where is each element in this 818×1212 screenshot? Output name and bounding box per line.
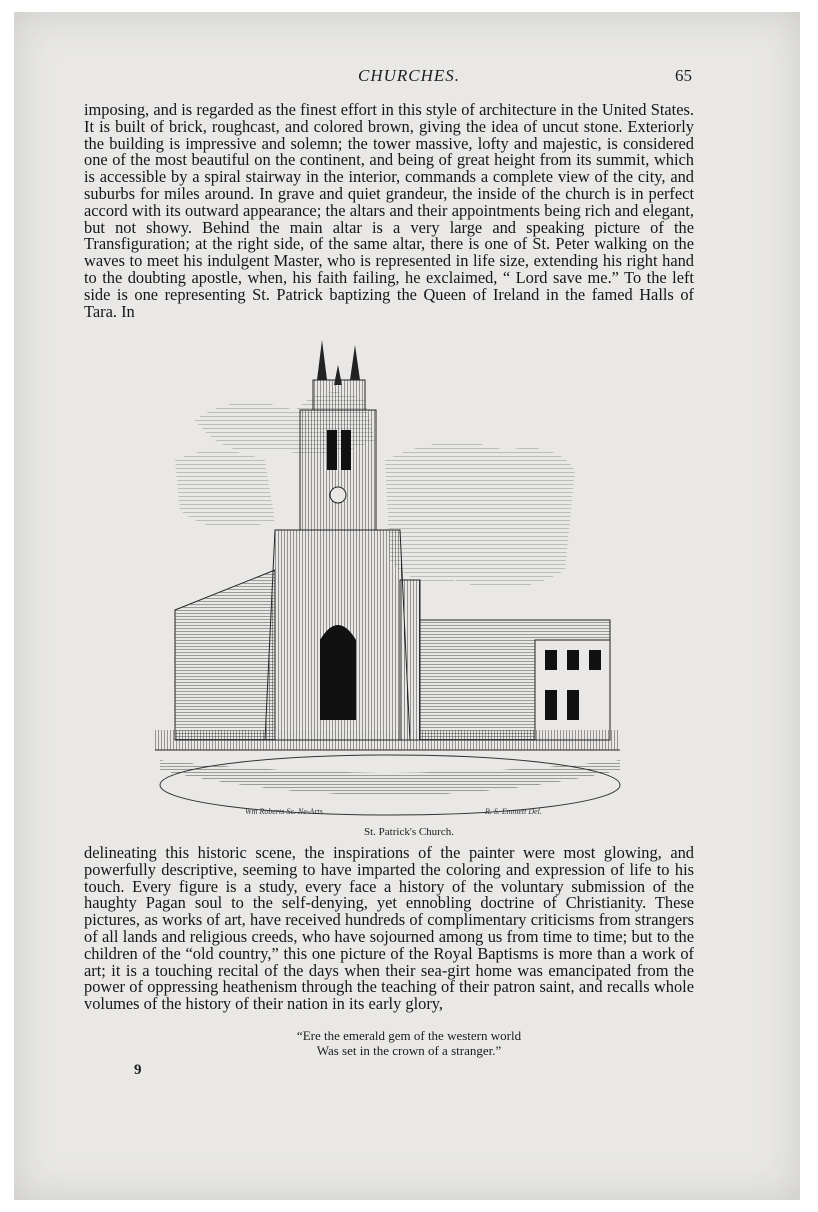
figure-caption: St. Patrick's Church. (364, 826, 454, 838)
quote-line-2: Was set in the crown of a stranger.” (316, 1043, 502, 1058)
quote-line-1: “Ere the emerald gem of the western world (296, 1028, 522, 1043)
running-head (0, 66, 818, 90)
body-paragraph-top: imposing, and is regarded as the finest effort in this style of architecture in the United States. It is built of brick, roughcast, and colored brown, giving the idea of uncut stone. Exteriorly the building is impressive and solemn; the tower massive, lofty and majestic, is considered one of the most beautiful on the continent, and being of great height from its summit, which is accessible by a spiral stairway in the interior, commands a complete view of the city, and suburbs for miles around. In grave and quiet grandeur, the inside of the church is in perfect accord with its outward appearance; the altars and their appointments being rich and elegant, but not showy. Behind the main altar is a very large and speaking picture of the Transfiguration; at the right side, of the same altar, there is one of St. Peter walking on the waves to meet his indulgent Master, who is represented in life size, extending his right hand to the doubting apostle, when, his faith failing, he exclaimed, “ Lord save me.” To the left side is one representing St. Patrick baptizing the Queen of Ireland in the famed Halls of Tara. In (84, 100, 694, 321)
body-paragraph-bottom: delineating this historic scene, the inspirations of the painter were most glowing, and powerfully descriptive, seeming to have imparted the coloring and expression of life to his touch. Every figure is a study, every face a history of the voluntary submission of the haughty Pagan soul to the self-denying, yet ennobling doctrine of Christianity. These pictures, as works of art, have received hundreds of complimentary criticisms from strangers of all lands and religious creeds, who have sojourned among us from time to time; but to the children of the “old country,” this one picture of the Royal Baptisms is more than a work of art; it is a touching recital of the days when their sea-girt home was emancipated from the power of oppressing heathenism through the teaching of their patron saint, and recalls whole volumes of the history of their nation in its early glory, (84, 843, 694, 1014)
signature-mark: 9 (134, 1062, 142, 1078)
church-engraving (155, 340, 625, 820)
engraver-credit-right: R. S. Emmett Del. (485, 807, 542, 816)
church-illustration (155, 340, 625, 820)
verse-quote (0, 1028, 818, 1058)
engraver-credit-left: Wm Roberts Sc. Ne-Arts (245, 807, 323, 816)
page-title: CHURCHES. (357, 66, 461, 85)
page-number: 65 (675, 66, 692, 85)
